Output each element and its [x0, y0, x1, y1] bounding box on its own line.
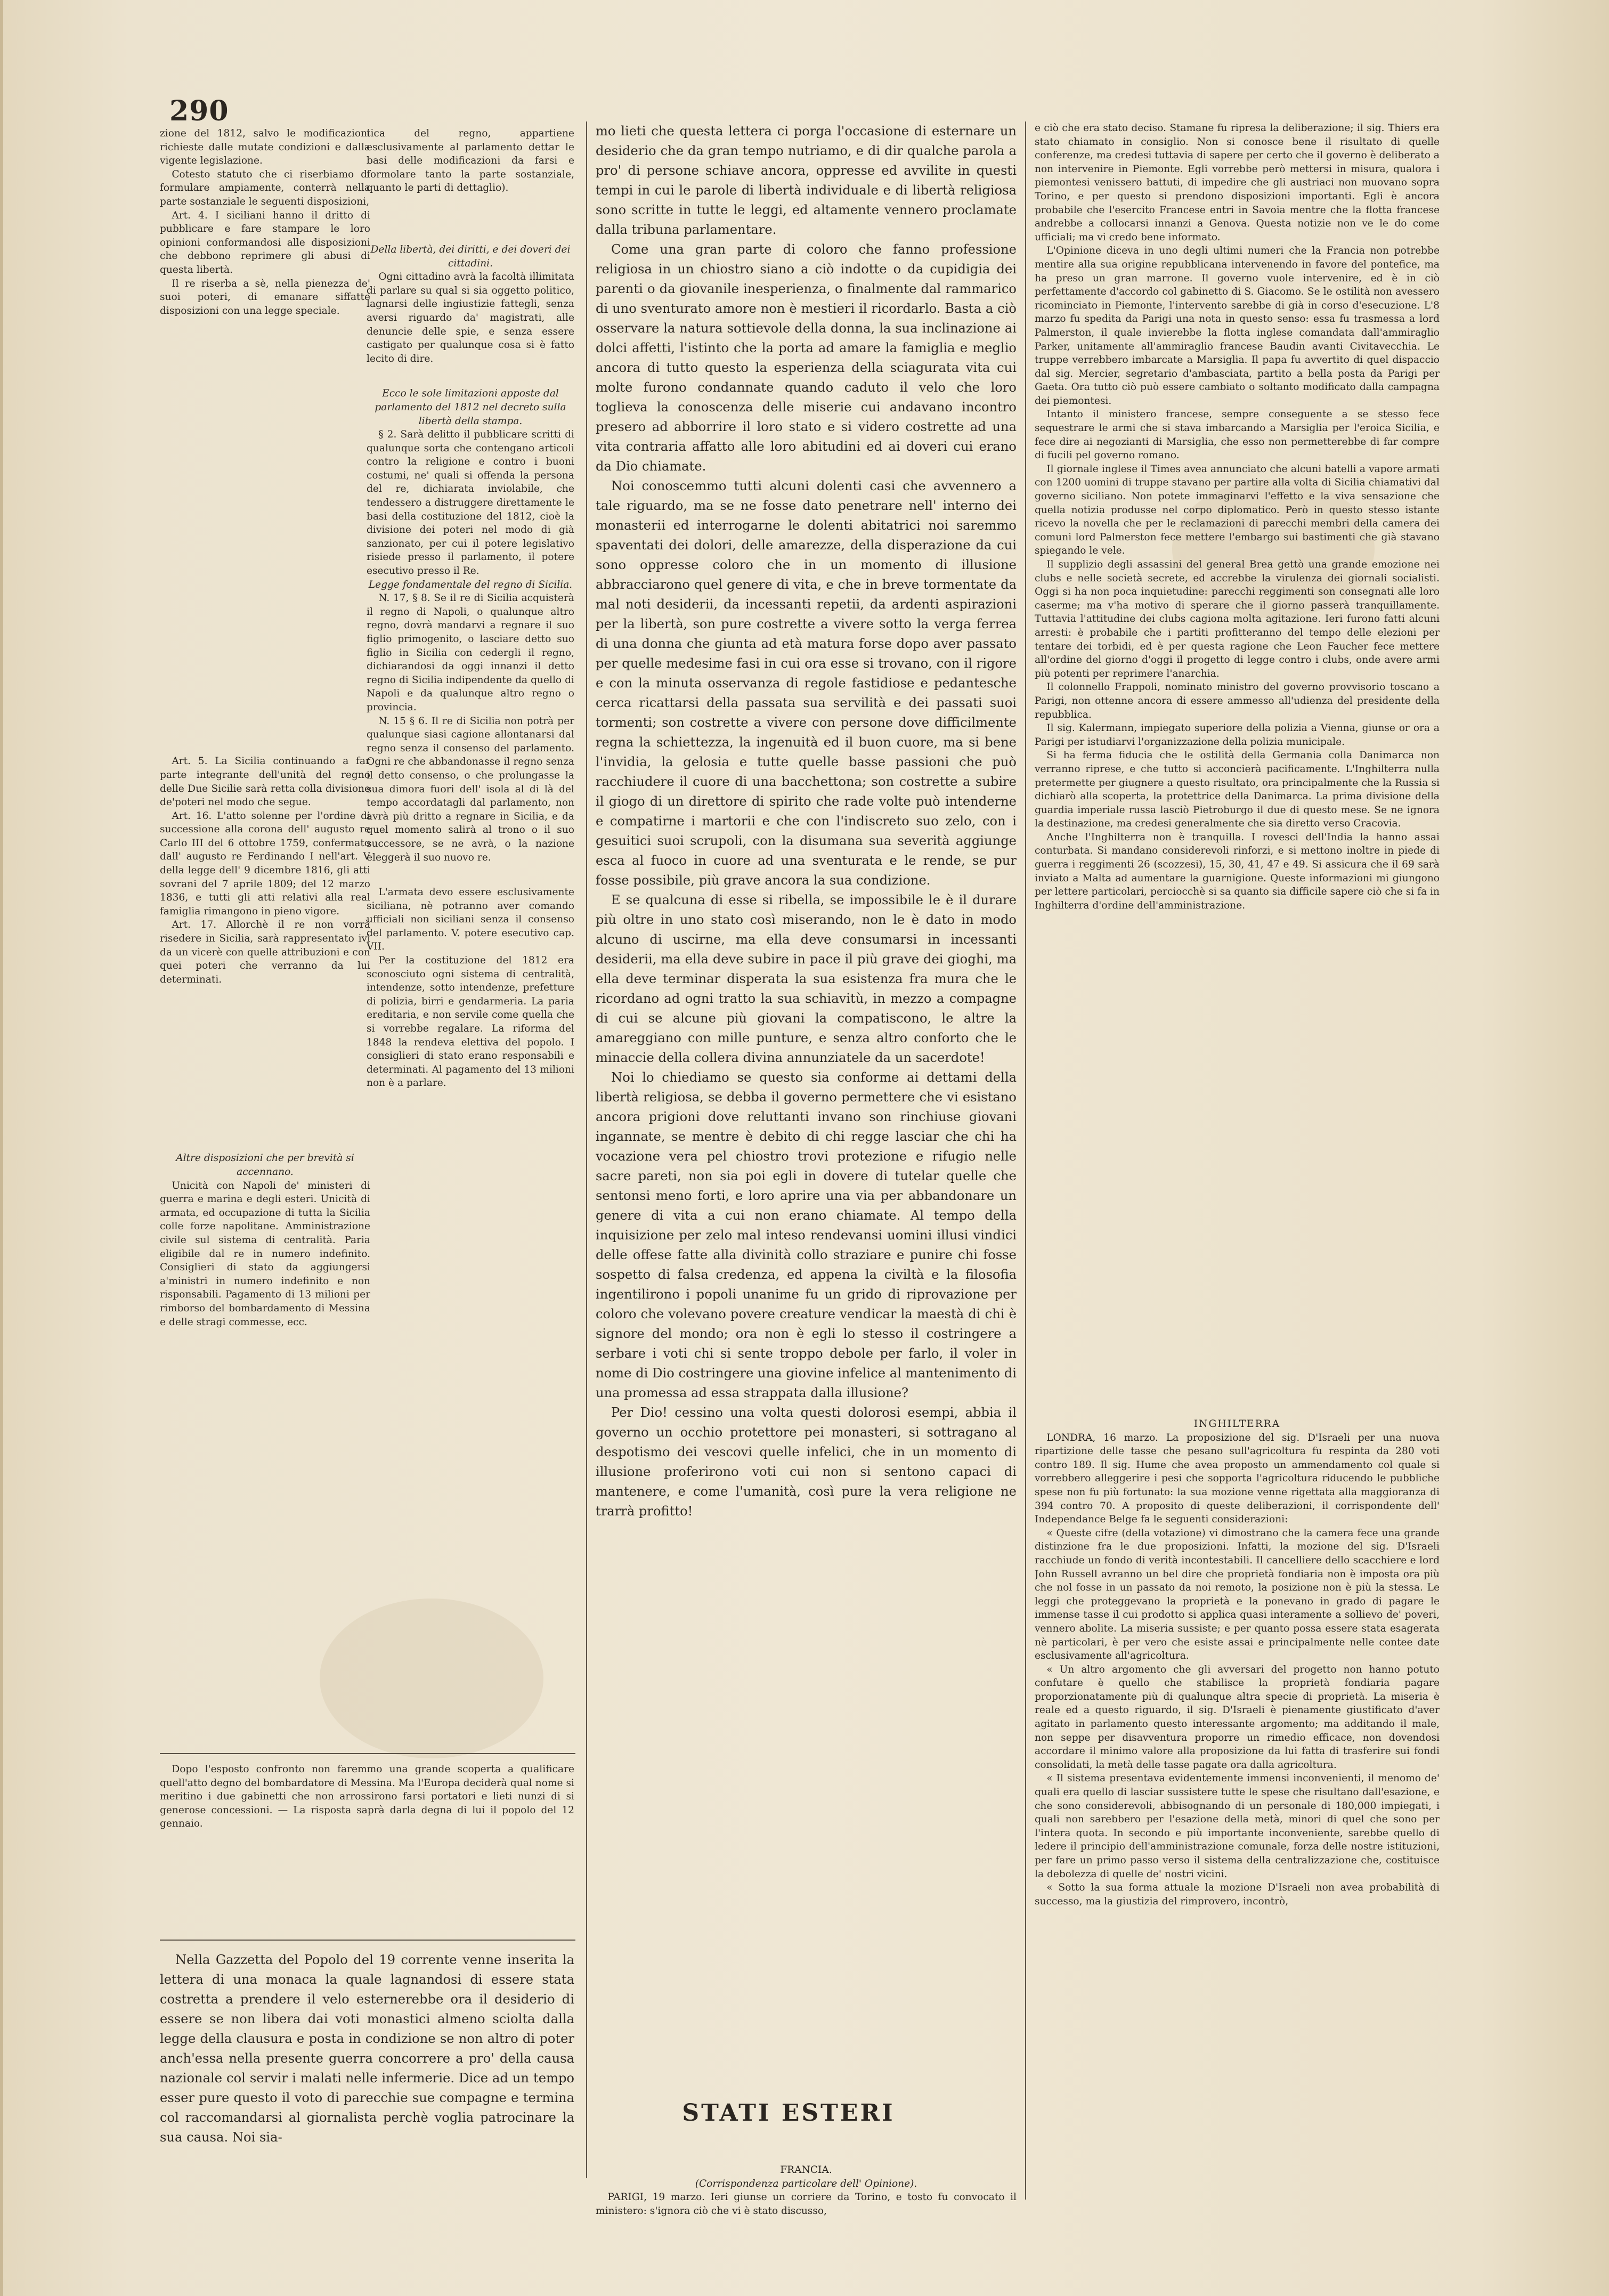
francia-block: [596, 2163, 1017, 2281]
paragraph: mo lieti che questa lettera ci porga l'occasione di esternare un desiderio che da gran tempo nutriamo, e di dir qualche parola a pro' di persone schiave ancora, oppresse ed avvilite in questi tempi in cui le parole di libertà individuale e di libertà religiosa sono scritte in tutte le leggi, ed altamente vennero proclamate dalla tribuna parlamentare.: [596, 124, 1017, 237]
paragraph: Il re riserba a sè, nella pienezza de' suoi poteri, di emanare siffatte disposizioni con una legge speciale.: [160, 278, 370, 317]
paragraph: Art. 4. I siciliani hanno il dritto di pubblicare e fare stampare le loro opinioni conformandosi alle disposizioni che debbono reprimere gli abusi di questa libertà.: [160, 209, 370, 275]
page-number: 290: [169, 95, 229, 127]
section-rule: [160, 1753, 575, 1754]
section-heading: Legge fondamentale del regno di Sicilia.: [368, 579, 573, 590]
paragraph: Anche l'Inghilterra non è tranquilla. I rovesci dell'India la hanno assai conturbata. Si mandano considerevoli rinforzi, e si mettono inoltre in piede di guerra i reggimenti 26 (scozzesi), 15, 30, 41, 47 e 49. Si assicura che il 69 sarà inviato a Malta ad aumentare la guarnigione. Queste informazioni mi giungono per lettere particolari, perciocchè si sa quanto sia difficile sapere ciò che si fa in Inghilterra d'ordine dell'amministrazione.: [1035, 831, 1440, 911]
paragraph: « Sotto la sua forma attuale la mozione D'Israeli non avea probabilità di successo, ma la giustizia del rimprovero, incontrò,: [1035, 1882, 1440, 1907]
column-2: [367, 127, 574, 1741]
paragraph: Dopo l'esposto confronto non faremmo una grande scoperta a qualificare quell'atto degno del bombardatore di Messina. Ma l'Europa deciderà qual nome si meritino i due gabinetti che non arrossirono farsi portatori e lieti nunzi di si generose concessioni. — La risposta saprà darla degna di lui il popolo del 12 gennaio.: [160, 1764, 574, 1830]
paragraph: PARIGI, 19 marzo. Ieri giunse un corriere da Torino, e tosto fu convocato il ministero: s'ignora ciò che vi è stato discusso,: [596, 2192, 1017, 2217]
column-3: [596, 121, 1017, 2061]
paragraph: Unicità con Napoli de' ministeri di guerra e marina e degli esteri. Unicità di armata, ed occupazione di tutta la Sicilia colle forze napolitane. Amministrazione civile sul sistema di centralità. Paria eligibile dal re in numero indefinito. Consiglieri di stato da aggiungersi a'ministri in numero indefinito e non risponsabili. Pagamento di 13 milioni per rimborso del bombardamento di Messina e delle stragi commesse, ecc.: [160, 1180, 370, 1328]
country-heading: FRANCIA.: [780, 2164, 832, 2176]
country-heading: INGHILTERRA: [1193, 1418, 1281, 1430]
paragraph: Per Dio! cessino una volta questi dolorosi esempi, abbia il governo un occhio protettore pei monasteri, si sottragano al despotismo dei vescovi quelle infelici, che in un momento di illusione proferirono voti cui non si sentono capaci di mantenere, e come l'umanità, così pure la vera religione ne trarrà profitto!: [596, 1405, 1017, 1519]
column-1: [160, 127, 370, 1741]
paragraph: N. 17, § 8. Se il re di Sicilia acquisterà il regno di Napoli, o qualunque altro regno, dovrà mandarvi a regnare il suo figlio primogenito, o lasciare detto suo figlio in Sicilia con cedergli il regno, dichiarandosi da oggi innanzi il detto regno di Sicilia indipendente da quello di Napoli e da qualunque altro regno o provincia.: [367, 593, 574, 713]
paragraph: Cotesto statuto che ci riserbiamo di formulare ampiamente, conterrà nella parte sostanziale le seguenti disposizioni,: [160, 168, 370, 207]
paragraph: E se qualcuna di esse si ribella, se impossibile le è il durare più oltre in uno stato così miserando, non le è dato in modo alcuno di uscirne, ma ella deve consumarsi in incessanti desiderii, ma ella deve subire in pace il più grave dei gioghi, ma ella deve terminar disperata la sua esistenza fra mura che le ricordano ad ogni tratto la sua schiavitù, in mezzo a compagne di cui se alcune più giovani la compatiscono, le altre la amareggiano con mille punture, e senza altro conforto che le minaccie della collera divina annunziatele da un sacerdote!: [596, 893, 1017, 1065]
inghilterra-block: [1035, 1417, 1440, 2281]
paragraph: L'armata devo essere esclusivamente siciliana, nè potranno aver comando ufficiali non siciliani senza il consenso del parlamento. V. potere esecutivo cap. VII.: [367, 887, 574, 953]
paragraph: zione del 1812, salvo le modificazioni richieste dalle mutate condizioni e dalla vigente legislazione.: [160, 128, 370, 167]
paragraph: tica del regno, appartiene esclusivamente al parlamento dettar le basi delle modificazioni da farsi e formolare tanto la parte sostanziale, quanto le parti di dettaglio).: [367, 128, 574, 194]
paragraph: Come una gran parte di coloro che fanno professione religiosa in un chiostro siano a ciò indotte o da cupidigia dei parenti o da giovanile inesperienza, o finalmente dal rammarico di uno sventurato amore non è mestieri il ricordarlo. Basta a ciò osservare la natura sottievole della donna, la sua inclinazione ai dolci affetti, l'istinto che la porta ad amare la famiglia e meglio ancora di tutto questo la esperienza della sciagurata vita cui molte furono condannate quando caduto il velo che loro toglieva la conoscenza delle miserie cui andavano incontro presero ad abborrire il loro stato e si videro costrette ad una vita contraria affatto alle loro abitudini ed ai doveri cui erano da Dio chiamate.: [596, 242, 1017, 474]
correspondence-note: (Corrispondenza particolare dell' Opinione).: [695, 2178, 917, 2189]
paragraph: Il colonnello Frappoli, nominato ministro del governo provvisorio toscano a Parigi, non ottenne ancora di essere ammesso all'udienza del presidente della repubblica.: [1035, 682, 1440, 720]
paragraph: Ogni cittadino avrà la facoltà illimitata di parlare su qual si sia oggetto politico, lagnarsi delle ingiustizie fattegli, senza aversi riguardo da' magistrati, alle denuncie delle spie, e senza essere castigato per qualunque cosa si è fatto lecito di dire.: [367, 271, 574, 364]
paragraph: Noi lo chiediamo se questo sia conforme ai dettami della libertà religiosa, se debba il governo permettere che vi esistano ancora prigioni dove reluttanti invano son rinchiuse giovani ingannate, se mentre è debito di chi regge lasciar che chi ha vocazione vera pel chiostro trovi protezione e rifugio nelle sacre pareti, non sia poi egli in dovere di tutelar quelle che sentonsi meno forti, e loro aprire una via per abbandonare un genere di vita a cui non erano chiamate. Al tempo della inquisizione per zelo mal inteso rendevansi uomini illusi vindici delle offese fatte alla divinità collo straziare e punire chi fosse sospetto di falsa credenza, ed appena la civiltà e la filosofia ingentilirono i popoli unanime fu un grido di riprovazione per coloro che volevano povere creature vendicar la maestà di chi è signore del mondo; ora non è egli lo stesso il costringere a serbare i voti chi si sente troppo debole per farlo, il voler in nome di Dio costringere una giovine infelice al mantenimento di una promessa ad essa strappata dalla illusione?: [596, 1070, 1017, 1400]
gazzetta-article: [160, 1950, 574, 2270]
section-heading: Altre disposizioni che per brevità si accennano.: [176, 1153, 354, 1178]
paragraph: Noi conoscemmo tutti alcuni dolenti casi che avvennero a tale riguardo, ma se ne fosse dato penetrare nell' interno dei monasterii ed interrogarne le dolenti abitatrici noi saremmo spaventati dei dolori, delle amarezze, della disperazione da cui sono oppresse coloro che in un momento di illusione abbracciarono quel genere di vita, e che in breve tormentate da mal noti desiderii, da incessanti repetii, da ardenti aspirazioni per la libertà, son pure costrette a vivere sotto la verga ferrea di una donna che giunta ad età matura forse dopo aver passato per quelle medesime fasi in cui ora esse si trovano, con il rigore e con la minuta osservanza di regole fastidiose e pedantesche cerca ricattarsi della passata sua servilità e dei passati suoi tormenti; son costrette a vivere con persone dove difficilmente regna la schiettezza, la ingenuità ed il buon cuore, ma si bene l'invidia, la gelosia e tutte quelle basse passioni che può racchiudere il cuore di una bacchettona; son costrette a subire il giogo di un direttore di spirito che rade volte può intenderne e compatirne i martorii e che con l'indiscreto suo zelo, con i gesuitici suoi scrupoli, con la disumana sua severità aggiunge esca al fuoco in cuore ad una sventurata e le rende, se pur fosse possibile, più grave ancora la sua condizione.: [596, 478, 1017, 888]
paragraph: « Queste cifre (della votazione) vi dimostrano che la camera fece una grande distinzione fra le due proposizioni. Infatti, la mozione del sig. D'Israeli racchiude un fondo di verità incontestabili. Il cancelliere dello scacchiere e lord John Russell avranno un bel dire che proprietà fondiaria non è imposta ora più che nol fosse in un passato da noi remoto, la posizione non è più la stessa. Le leggi che proteggevano la proprietà e la ponevano in grado di pagare le immense tasse il cui prodotto si applica quasi interamente a sollievo de' poveri, vennero abolite. La miseria sussiste; e per quanto possa essere stata esagerata nè particolari, è per vero che esiste assai e principalmente nelle contee date esclusivamente all'agricoltura.: [1035, 1527, 1440, 1662]
paragraph: Si ha ferma fiducia che le ostilità della Germania colla Danimarca non verranno riprese, e che tutto si acconcierà pacificamente. L'Inghilterra nulla pretermette per giugnere a questo risultato, ora principalmente che la Russia si dichiarò alla scoperta, la protettrice della Danimarca. La prima divisione della guardia imperiale russa lasciò Pietroburgo il due di questo mese. Se ne ignora la destinazione, ma credesi generalmente che sia diretto verso Cracovia.: [1035, 750, 1440, 830]
paragraph: Nella Gazzetta del Popolo del 19 corrente venne inserita la lettera di una monaca la quale lagnandosi di essere stata costretta a prendere il velo esternerebbe ora il desiderio di essere se non libera dai voti monastici almeno sciolta dalla legge della clausura e posta in condizione se non altro di poter anch'essa nella presente guerra concorrere a pro' della causa nazionale col servir i malati nelle infermerie. Dice ad un tempo esser pure questo il voto di parecchie sue compagne e termina col raccomandarsi al giornalista perchè voglia patrocinare la sua causa. Noi sia-: [160, 1952, 574, 2145]
paragraph: Art. 16. L'atto solenne per l'ordine di successione alla corona dell' augusto re Carlo III del 6 ottobre 1759, confermato dall' augusto re Ferdinando I nell'art. V della legge dell' 9 dicembre 1816, gli atti sovrani del 7 aprile 1809; del 12 marzo 1836, e tutti gli atti relativi alla real famiglia rimangono in pieno vigore.: [160, 810, 370, 917]
section-rule: [160, 1940, 575, 1941]
section-title-stati-esteri: STATI ESTERI: [682, 2099, 895, 2127]
conclusion-block: [160, 1763, 574, 1933]
paragraph: LONDRA, 16 marzo. La proposizione del sig. D'Israeli per una nuova ripartizione delle tasse che pesano sull'agricoltura fu respinta da 280 voti contro 189. Il sig. Hume che avea proposto un ammendamento col quale si vorrebbero alleggerire i pesi che sopporta l'agricoltura riducendo le pubbliche spese non fu più fortunato: la sua mozione venne rigettata alla maggioranza di 394 contro 70. A proposito di queste deliberazioni, il corrispondente dell' Independance Belge fa le seguenti considerazioni:: [1035, 1432, 1440, 1526]
paragraph: Per la costituzione del 1812 era sconosciuto ogni sistema di centralità, intendenze, sotto intendenze, prefetture di polizia, birri e gendarmeria. La paria ereditaria, e non servile come quella che si vorrebbe regalare. La riforma del 1848 la rendeva elettiva del popolo. I consiglieri di stato erano responsabili e determinati. Al pagamento del 13 milioni non è a parlare.: [367, 955, 574, 1089]
paragraph: Il sig. Kalermann, impiegato superiore della polizia a Vienna, giunse or ora a Parigi per istudiarvi l'organizzazione della polizia municipale.: [1035, 723, 1440, 748]
section-heading: Ecco le sole limitazioni apposte dal parlamento del 1812 nel decreto sulla libertà della stampa.: [375, 388, 566, 427]
paragraph: « Il sistema presentava evidentemente immensi inconvenienti, il menomo de' quali era quello di lasciar sussistere tutte le spese che risultano dall'esazione, e che sono considerevoli, abbisognando di un personale di 180,000 impiegati, i quali non sarebbero per l'esazione della metà, minori di quel che sono per l'intera quota. In secondo e più importante inconveniente, sarebbe quello di ledere il principio dell'amministrazione comunale, forza delle nostre istituzioni, per fare un primo passo verso il sistema della centralizzazione che, costituisce la debolezza di quelle de' nostri vicini.: [1035, 1773, 1440, 1880]
paragraph: Il supplizio degli assassini del general Brea gettò una grande emozione nei clubs e nelle società secrete, ed accrebbe la virulenza dei giornali socialisti. Oggi si ha non poca inquietudine: parecchi reggimenti son consegnati alle loro caserme; ma v'ha motivo di sperare che il giorno passerà tranquillamente. Tuttavia l'attitudine dei clubs cagiona molta agitazione. Ieri furono fatti alcuni arresti: è probabile che i partiti profitteranno del tempo delle elezioni per tentare dei torbidi, ed è per questa ragione che Leon Faucher fece mettere all'ordine del giorno d'oggi il progetto di legge contro i clubs, onde avere armi più potenti per reprimere l'anarchia.: [1035, 559, 1440, 679]
paragraph: L'Opinione diceva in uno degli ultimi numeri che la Francia non potrebbe mentire alla sua origine repubblicana intervenendo in favore del pontefice, ma ha preso un gran marrone. Il governo vuole intervenire, ed è in ciò perfettamente d'accordo col gabinetto di S. Giacomo. Se le ostilità non avessero ricominciato in Piemonte, l'intervento sarebbe di già in corso d'esecuzione. L'8 marzo fu spedita da Parigi una nota in questo senso: essa fu trasmessa a lord Palmerston, il quale invierebbe la flotta inglese comandata dall'ammiraglio Parker, unitamente all'ammiraglio francese Baudin avanti Civitavecchia. Le truppe verrebbero imbarcate a Marsiglia. Il papa fu avvertito di quel dispaccio dal sig. Mercier, segretario d'ambasciata, partito a bella posta da Parigi per Gaeta. Ora tutto ciò può essere cambiato o soltanto modificato dalla campagna dei piemontesi.: [1035, 245, 1440, 407]
paragraph: Il giornale inglese il Times avea annunciato che alcuni batelli a vapore armati con 1200 uomini di truppe stavano per partire alla volta di Sicilia chiamativi dal governo siciliano. Non potete immaginarvi l'effetto e la viva sensazione che quella notizia produsse nel corpo diplomatico. Però in questo stesso istante ricevo la novella che per le reclamazioni di parecchi membri della camera dei comuni lord Palmerston fece mettere l'embargo sui bastimenti che già stavano spiegando le vele.: [1035, 463, 1440, 557]
paragraph: « Un altro argomento che gli avversari del progetto non hanno potuto confutare è quello che stabilisce la proprietà fondiaria pagare proporzionatamente più di qualunque altra specie di proprietà. La miseria è reale ed a questo riguardo, il sig. D'Israeli è pienamente giustificato d'aver agitato in parlamento questo interessante argomento; ma additando il male, non seppe per disavventura proporre un rimedio efficace, non dovendosi accordare il minimo valore alla proposizione da lui fatta di trasferire sui fondi consolidati, la metà delle tasse pagate ora dalla agricoltura.: [1035, 1664, 1440, 1771]
section-heading: Della libertà, dei diritti, e dei doveri dei cittadini.: [370, 244, 571, 269]
column-4: [1035, 121, 1440, 1411]
column-rule: [1025, 121, 1026, 2200]
paragraph: N. 15 § 6. Il re di Sicilia non potrà per qualunque siasi cagione allontanarsi dal regno senza il consenso del parlamento. Ogni re che abbandonasse il regno senza il detto consenso, o che prolungasse la sua dimora fuori dell' isola al di là del tempo accordatagli dal parlamento, non avrà più dritto a regnare in Sicilia, e da quel momento salirà al trono o il suo successore, se ne avrà, o la nazione eleggerà il suo nuovo re.: [367, 715, 574, 863]
paragraph: Intanto il ministero francese, sempre conseguente a se stesso fece sequestrare le armi che si stava imbarcando a Marsiglia per l'eroica Sicilia, e fece dire ai negozianti di Marsiglia, che esso non permetterebbe di far compre di fucili pel governo romano.: [1035, 409, 1440, 461]
paragraph: § 2. Sarà delitto il pubblicare scritti di qualunque sorta che contengano articoli contro la religione e contro i buoni costumi, ne' quali si offenda la persona del re, dichiarata inviolabile, che tendessero a distruggere direttamente le basi della costituzione del 1812, cioè la divisione dei poteri nel modo di già sanzionato, per cui il potere legislativo risiede presso il parlamento, il potere esecutivo presso il Re.: [367, 429, 574, 577]
paragraph: Art. 5. La Sicilia continuando a far parte integrante dell'unità del regno delle Due Sicilie sarà retta colla divisione de'poteri nel modo che segue.: [160, 756, 370, 808]
column-rule: [586, 121, 587, 2178]
page-edge: [0, 0, 3, 2296]
paragraph: Art. 17. Allorchè il re non vorrà risedere in Sicilia, sarà rappresentato ivi da un vicerè con quelle attribuzioni e con quei poteri che verranno da lui determinati.: [160, 919, 370, 985]
paragraph: e ciò che era stato deciso. Stamane fu ripresa la deliberazione; il sig. Thiers era stato chiamato in consiglio. Non si conosce bene il risultato di quelle conferenze, ma credesi tuttavia di sapere per certo che il governo è deliberato a non intervenire in Piemonte. Egli vorrebbe però mettersi in misura, qualora i piemontesi venissero battuti, di impedire che gli austriaci non muovano sopra Torino, e per questo si prendono disposizioni importanti. Egli è ancora probabile che l'esercito Francese entri in Savoia mentre che la flotta francese andrebbe a collocarsi innanzi a Genova. Questa notizie non ve le do come ufficiali; ma vi credo bene informato.: [1035, 123, 1440, 243]
